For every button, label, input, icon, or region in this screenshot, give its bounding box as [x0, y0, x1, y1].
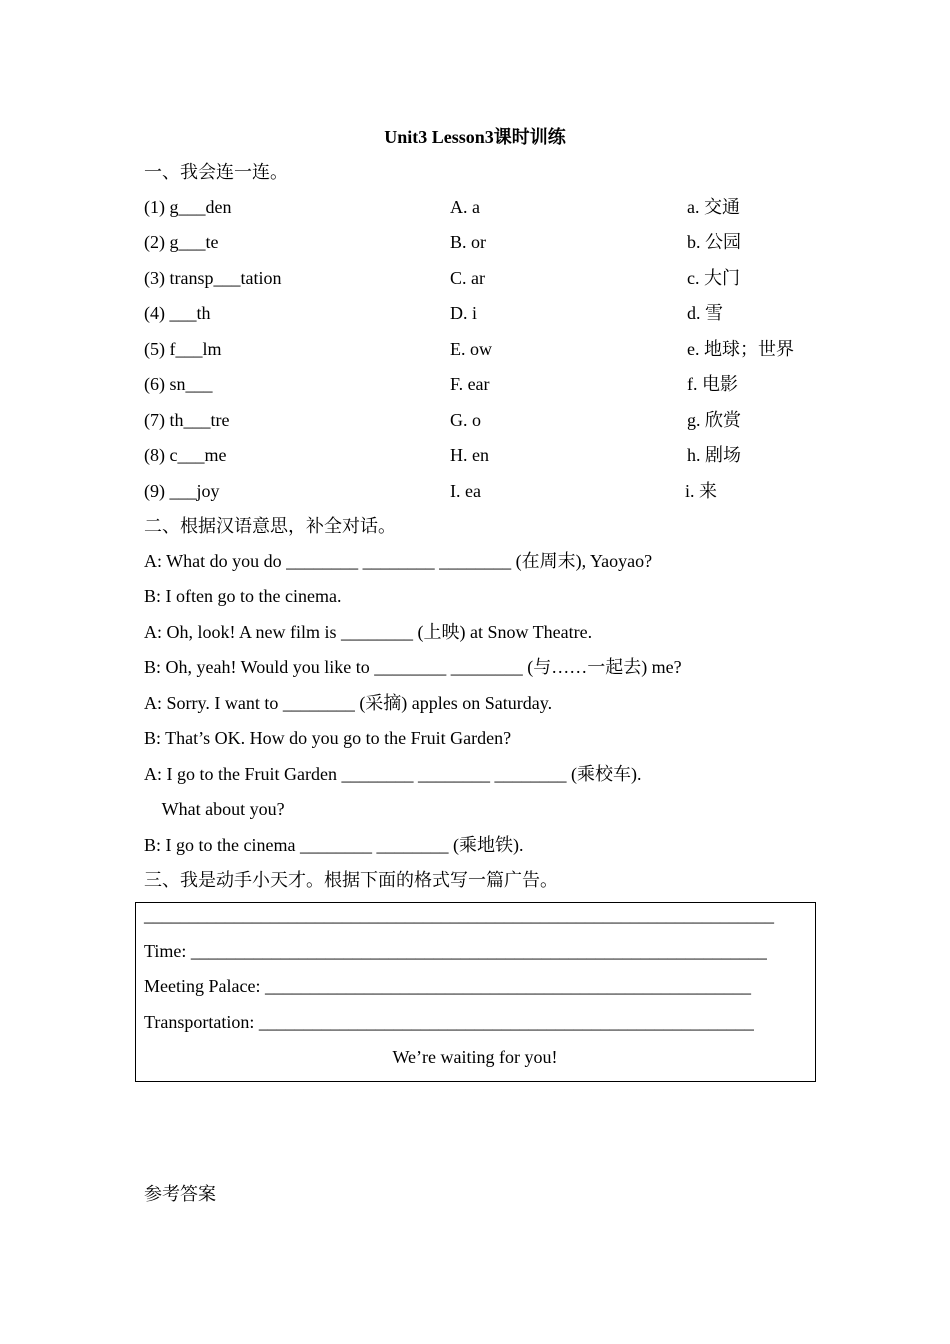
word-item: (2) g___te [144, 232, 219, 252]
letters-item: F. ear [450, 374, 490, 394]
letters-item: I. ea [450, 481, 481, 501]
word-item: (8) c___me [144, 445, 227, 465]
meaning-item: g. 欣赏 [687, 410, 741, 430]
meaning-item: f. 电影 [687, 374, 738, 394]
letters-item: H. en [450, 445, 489, 465]
dialogue-line: A: What do you do ________ ________ ________ (在周末), Yaoyao? [144, 551, 653, 571]
dialogue-line: B: I go to the cinema ________ ________ (乘地铁). [144, 835, 524, 855]
meaning-item: i. 来 [685, 481, 718, 501]
word-item: (6) sn___ [144, 374, 213, 394]
meaning-item: c. 大门 [687, 268, 740, 288]
dialogue-line: B: Oh, yeah! Would you like to ________ ________ (与……一起去) me? [144, 657, 682, 677]
meaning-item: d. 雪 [687, 303, 723, 323]
advert-transport-line: Transportation: _______________________________________________________ [144, 1012, 754, 1032]
word-item: (3) transp___tation [144, 268, 282, 288]
word-item: (1) g___den [144, 197, 232, 217]
section3-heading: 三、我是动手小天才。根据下面的格式写一篇广告。 [144, 870, 558, 890]
advert-place-line: Meeting Palace: ______________________________________________________ [144, 976, 751, 996]
section1-heading: 一、我会连一连。 [144, 162, 288, 182]
letters-item: E. ow [450, 339, 492, 359]
advert-closing: We’re waiting for you! [392, 1047, 558, 1067]
letters-item: B. or [450, 232, 486, 252]
dialogue-line: B: That’s OK. How do you go to the Fruit Garden? [144, 728, 512, 748]
dialogue-line: A: I go to the Fruit Garden ________ ________ ________ (乘校车). [144, 764, 642, 784]
answers-heading: 参考答案 [144, 1184, 216, 1204]
word-item: (9) ___joy [144, 481, 220, 501]
advert-title-blank: ______________________________________________________________________ [144, 905, 774, 925]
word-item: (7) th___tre [144, 410, 230, 430]
meaning-item: b. 公园 [687, 232, 741, 252]
meaning-item: a. 交通 [687, 197, 740, 217]
letters-item: A. a [450, 197, 480, 217]
advert-time-line: Time: ________________________________________________________________ [144, 941, 767, 961]
dialogue-line: A: Sorry. I want to ________ (采摘) apples on Saturday. [144, 693, 553, 713]
page-title: Unit3 Lesson3课时训练 [384, 127, 566, 147]
section2-heading: 二、根据汉语意思，补全对话。 [144, 516, 396, 536]
word-item: (4) ___th [144, 303, 211, 323]
meaning-item: h. 剧场 [687, 445, 741, 465]
letters-item: C. ar [450, 268, 485, 288]
letters-item: G. o [450, 410, 481, 430]
letters-item: D. i [450, 303, 477, 323]
meaning-item: e. 地球；世界 [687, 339, 794, 359]
word-item: (5) f___lm [144, 339, 222, 359]
dialogue-line: A: Oh, look! A new film is ________ (上映) at Snow Theatre. [144, 622, 593, 642]
dialogue-line: What about you? [144, 799, 285, 819]
dialogue-line: B: I often go to the cinema. [144, 586, 342, 606]
